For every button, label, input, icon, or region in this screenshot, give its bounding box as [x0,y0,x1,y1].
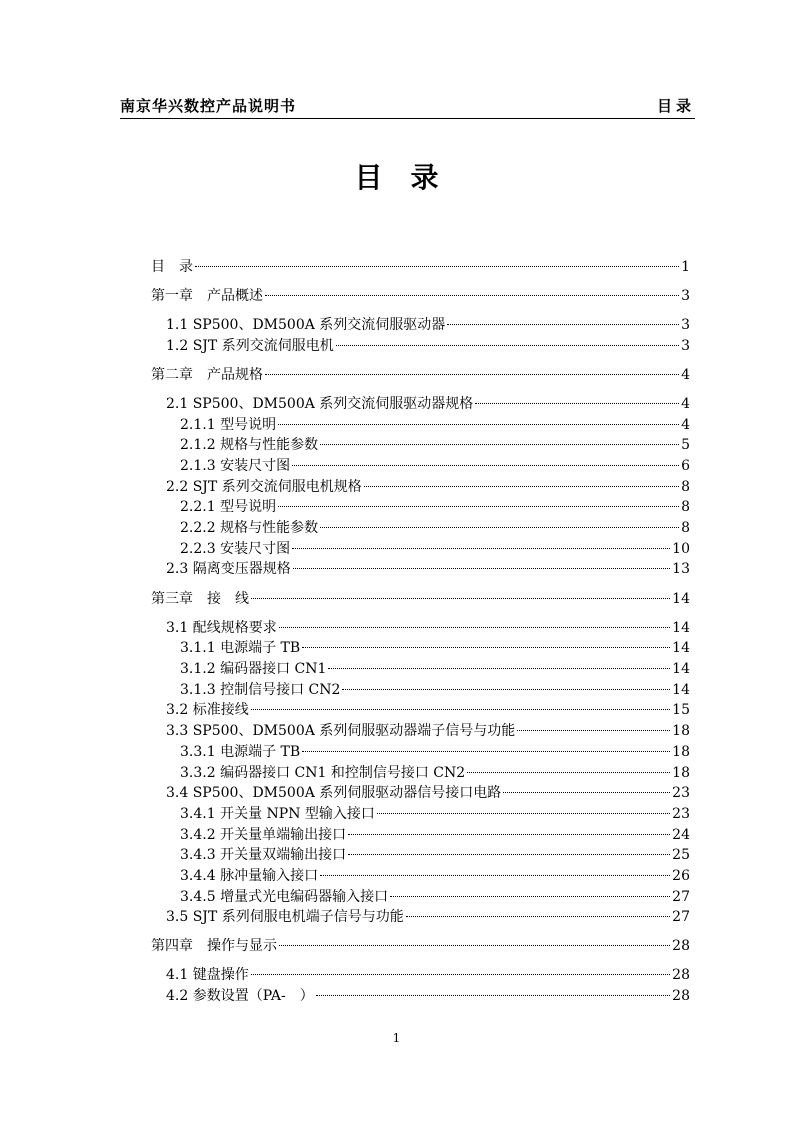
toc-dot-leader [348,854,670,855]
toc-dot-leader [342,689,670,690]
toc-entry[interactable] [151,936,690,956]
toc-dot-leader [302,751,670,752]
toc-entry-label: 2.1.2 规格与性能参数 [180,437,319,453]
toc-entry-page: 8 [681,520,690,536]
toc-dot-leader [278,424,679,425]
header-section-title: 目录 [656,97,695,115]
toc-entry-page: 25 [672,847,690,863]
toc-entry-label: 2.1.1 型号说明 [180,417,277,433]
toc-entry-page: 10 [672,541,690,557]
toc-entry-page: 27 [672,909,690,925]
toc-entry[interactable] [166,986,690,1006]
toc-dot-leader [336,345,679,346]
toc-entry[interactable] [180,887,690,907]
toc-entry-page: 23 [672,785,690,801]
toc-dot-leader [328,668,670,669]
toc-dot-leader [265,374,679,375]
toc-entry-label: 3.4.3 开关量双端输出接口 [180,847,347,863]
toc-dot-leader [320,444,679,445]
toc-entry[interactable] [180,680,690,700]
toc-entry-page: 4 [681,417,690,433]
toc-entry-label: 3.3 SP500、DM500A 系列伺服驱动器端子信号与功能 [166,723,516,739]
toc-entry-label: 3.3.2 编码器接口 CN1 和控制信号接口 CN2 [180,765,466,781]
toc-entry[interactable] [151,589,690,609]
toc-entry[interactable] [180,435,690,455]
toc-entry[interactable] [166,907,690,927]
toc-dot-leader [279,945,670,946]
toc-entry-page: 27 [672,889,690,905]
header-document-title: 南京华兴数控产品说明书 [120,97,297,115]
toc-entry[interactable] [151,286,690,306]
toc-entry[interactable] [180,659,690,679]
toc-entry-page: 14 [672,682,690,698]
toc-entry[interactable] [180,415,690,435]
toc-dot-leader [195,266,679,267]
toc-entry-page: 28 [672,967,690,983]
toc-entry[interactable] [166,783,690,803]
toc-dot-leader [251,598,670,599]
toc-dot-leader [265,295,679,296]
toc-entry-label: 3.4.5 增量式光电编码器输入接口 [180,889,389,905]
toc-entry-label: 2.1.3 安装尺寸图 [180,458,291,474]
toc-entry[interactable] [180,742,690,762]
toc-entry[interactable] [180,866,690,886]
toc-entry-page: 3 [681,338,690,354]
toc-entry-label: 3.4.1 开关量 NPN 型输入接口 [180,806,375,822]
toc-entry-page: 1 [681,259,690,275]
toc-entry-label: 3.1.2 编码器接口 CN1 [180,661,327,677]
toc-entry-page: 18 [672,765,690,781]
toc-entry-page: 5 [681,437,690,453]
toc-entry-label: 3.1 配线规格要求 [166,620,277,636]
toc-entry-label: 3.4.4 脉冲量输入接口 [180,868,319,884]
toc-entry-page: 3 [681,317,690,333]
toc-entry-label: 第二章 产品规格 [151,367,263,383]
toc-entry-label: 1.1 SP500、DM500A 系列交流伺服驱动器 [166,317,446,333]
toc-entry-label: 4.1 键盘操作 [166,967,249,983]
toc-entry[interactable] [180,518,690,538]
toc-entry[interactable] [151,365,690,385]
toc-dot-leader [302,647,670,648]
toc-entry[interactable] [180,539,690,559]
toc-entry-label: 3.4.2 开关量单端输出接口 [180,827,347,843]
toc-dot-leader [251,709,670,710]
toc-entry-label: 3.1.1 电源端子 TB [180,640,301,656]
toc-entry-page: 8 [681,479,690,495]
toc-dot-leader [348,834,670,835]
toc-entry-label: 2.2.1 型号说明 [180,499,277,515]
toc-dot-leader [320,527,679,528]
toc-dot-leader [293,568,670,569]
toc-entry-label: 2.1 SP500、DM500A 系列交流伺服驱动器规格 [166,396,474,412]
toc-entry[interactable] [180,845,690,865]
toc-entry[interactable] [166,336,690,356]
footer-page-number: 1 [392,1031,401,1045]
toc-dot-leader [406,916,670,917]
toc-entry-label: 2.3 隔离变压器规格 [166,561,291,577]
toc-entry[interactable] [180,456,690,476]
toc-dot-leader [320,875,670,876]
toc-entry-page: 18 [672,744,690,760]
toc-entry-page: 13 [672,561,690,577]
toc-entry[interactable] [166,559,690,579]
toc-entry-page: 14 [672,591,690,607]
toc-entry-page: 3 [681,288,690,304]
toc-dot-leader [278,506,679,507]
toc-entry-page: 4 [681,367,690,383]
toc-entry-page: 8 [681,499,690,515]
toc-entry[interactable] [180,638,690,658]
toc-entry-page: 4 [681,396,690,412]
toc-entry-page: 28 [672,938,690,954]
toc-dot-leader [377,813,670,814]
toc-entry-page: 14 [672,661,690,677]
toc-entry[interactable] [180,763,690,783]
page-title: 目录 [354,161,467,194]
toc-entry-page: 14 [672,620,690,636]
toc-entry-label: 目 录 [151,259,193,275]
toc-entry-label: 1.2 SJT 系列交流伺服电机 [166,338,334,354]
toc-entry[interactable] [166,700,690,720]
toc-entry[interactable] [166,394,690,414]
toc-entry-label: 3.2 标准接线 [166,702,249,718]
toc-dot-leader [316,995,670,996]
toc-dot-leader [279,627,670,628]
toc-entry[interactable] [166,315,690,335]
toc-dot-leader [467,772,670,773]
toc-entry-label: 3.3.1 电源端子 TB [180,744,301,760]
toc-entry-label: 2.2 SJT 系列交流伺服电机规格 [166,479,362,495]
toc-entry-page: 14 [672,640,690,656]
toc-entry-page: 23 [672,806,690,822]
toc-entry-page: 6 [681,458,690,474]
toc-entry-page: 24 [672,827,690,843]
toc-entry-label: 2.2.2 规格与性能参数 [180,520,319,536]
toc-dot-leader [517,730,670,731]
toc-dot-leader [292,465,679,466]
toc-entry-label: 4.2 参数设置（PA- ） [166,988,314,1004]
toc-entry-label: 2.2.3 安装尺寸图 [180,541,291,557]
toc-entry-label: 3.1.3 控制信号接口 CN2 [180,682,341,698]
toc-entry[interactable] [166,965,690,985]
toc-dot-leader [390,896,670,897]
toc-entry[interactable] [180,497,690,517]
toc-entry-label: 第四章 操作与显示 [151,938,277,954]
toc-entry[interactable] [166,618,690,638]
toc-dot-leader [475,403,679,404]
toc-dot-leader [447,324,679,325]
toc-entry[interactable] [180,825,690,845]
toc-entry-page: 18 [672,723,690,739]
toc-dot-leader [364,486,679,487]
toc-entry-label: 3.5 SJT 系列伺服电机端子信号与功能 [166,909,404,925]
toc-entry[interactable] [180,804,690,824]
toc-entry-page: 26 [672,868,690,884]
toc-entry-label: 第三章 接 线 [151,591,249,607]
toc-entry-page: 28 [672,988,690,1004]
toc-entry[interactable] [166,721,690,741]
toc-entry-label: 3.4 SP500、DM500A 系列伺服驱动器信号接口电路 [166,785,502,801]
toc-dot-leader [251,974,670,975]
toc-entry-page: 15 [672,702,690,718]
toc-entry-label: 第一章 产品概述 [151,288,263,304]
toc-dot-leader [503,792,670,793]
toc-entry[interactable] [151,257,690,277]
toc-dot-leader [292,548,670,549]
toc-entry[interactable] [166,477,690,497]
